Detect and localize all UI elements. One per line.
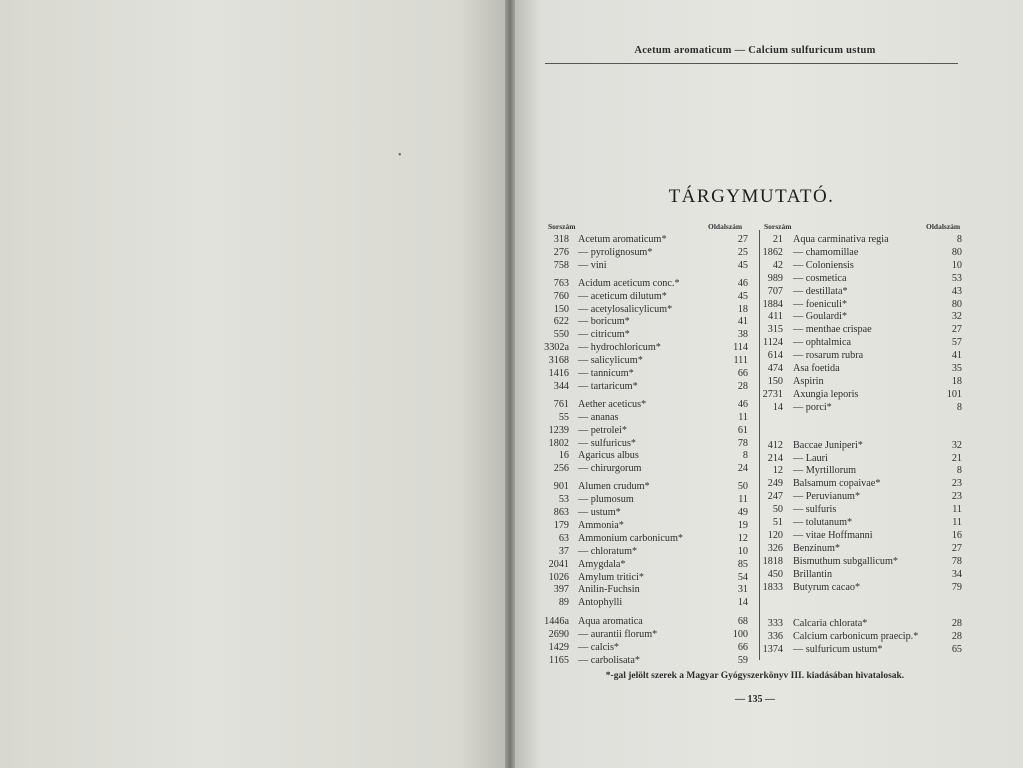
entry-number: 758 <box>553 259 569 271</box>
entry-term: Bismuthum subgallicum* <box>793 555 898 567</box>
entry-page: 66 <box>737 368 748 379</box>
entry-page: 79 <box>951 581 962 593</box>
entry-page: 85 <box>737 558 748 570</box>
entry-term: — tartaricum* <box>578 380 638 392</box>
entry-term: Butyrum cacao* <box>793 581 861 593</box>
entry-number: 63 <box>558 532 569 544</box>
entry-number: 179 <box>553 519 569 531</box>
entry-number: 2041 <box>548 558 569 570</box>
entry-term: — destillata* <box>793 285 848 297</box>
entry-number: 412 <box>767 439 783 451</box>
entry-number: 249 <box>767 478 783 490</box>
entry-number: 1818 <box>762 555 783 567</box>
footnote: *-gal jelölt szerek a Magyar Gyógyszerkönyv III. kiadásában hivatalosak. <box>605 671 905 681</box>
entry-page: 111 <box>733 355 748 367</box>
entry-term: Baccae Juniperi* <box>793 439 863 451</box>
entry-term: Acidum aceticum conc.* <box>578 277 680 289</box>
entry-page: 57 <box>951 337 962 349</box>
entry-page: 10 <box>951 259 962 271</box>
entry-term: Balsamum copaivae* <box>793 478 881 490</box>
entry-page: 28 <box>951 631 962 643</box>
entry-term: — hydrochloricum* <box>578 342 661 354</box>
entry-term: — salicylicum* <box>578 355 643 367</box>
entry-page: 53 <box>951 272 962 284</box>
entry-page: 80 <box>951 246 962 258</box>
entry-page: 46 <box>737 398 748 410</box>
entry-number: 12 <box>772 465 783 477</box>
entry-page: 68 <box>737 616 748 628</box>
entry-number: 411 <box>768 311 783 323</box>
entry-page: 41 <box>951 350 962 362</box>
entry-number: 37 <box>558 545 569 557</box>
left-number-header: Sorszám <box>548 222 576 231</box>
entry-number: 622 <box>553 316 569 328</box>
entry-page: 27 <box>951 324 962 336</box>
entry-number: 344 <box>553 380 569 392</box>
entry-number: 42 <box>772 259 783 271</box>
entry-term: Axungia leporis <box>793 388 859 400</box>
entry-number: 318 <box>553 234 569 245</box>
entry-number: 2731 <box>762 388 783 400</box>
entry-page: 14 <box>737 597 748 609</box>
entry-term: Calcaria chlorata* <box>793 618 868 630</box>
entry-page: 28 <box>737 380 748 392</box>
entry-term: — vini <box>578 259 607 271</box>
entry-term: — sulfuricus* <box>578 437 637 449</box>
entry-page: 100 <box>732 629 748 641</box>
entry-term: Ammonia* <box>578 519 624 531</box>
entry-term: — sulfuris <box>793 504 837 516</box>
entry-page: 114 <box>733 342 748 354</box>
entry-number: 326 <box>767 542 783 554</box>
entry-number: 315 <box>767 324 783 336</box>
entry-term: — chloratum* <box>578 545 638 557</box>
entry-number: 1416 <box>548 368 569 379</box>
entry-term: — menthae crispae <box>793 324 872 336</box>
entry-number: 1862 <box>762 246 783 258</box>
entry-number: 1833 <box>762 581 783 593</box>
entry-page: 18 <box>737 303 748 315</box>
entry-page: 16 <box>951 529 962 541</box>
entry-number: 214 <box>767 452 783 464</box>
entry-page: 12 <box>737 532 748 544</box>
entry-number: 1802 <box>548 437 569 449</box>
entry-number: 1374 <box>762 644 783 656</box>
entry-page: 18 <box>951 375 962 387</box>
entry-number: 1446a <box>544 616 569 628</box>
entry-page: 45 <box>737 290 748 302</box>
entry-number: 901 <box>553 481 569 493</box>
entry-page: 32 <box>951 311 962 323</box>
entry-term: Aqua carminativa regia <box>793 234 889 245</box>
entry-page: 25 <box>737 246 748 258</box>
entry-term: Amylum tritici* <box>578 571 644 583</box>
entry-number: 247 <box>767 491 783 503</box>
entry-term: — Myrtillorum <box>793 465 857 477</box>
entry-number: 397 <box>553 584 569 596</box>
entry-term: — pyrolignosum* <box>578 246 653 258</box>
left-page-header: Oldalszám <box>708 222 743 231</box>
entry-term: Antophylli <box>578 597 623 609</box>
entry-term: Brillantin <box>793 568 833 580</box>
entry-term: — chirurgorum <box>578 463 642 475</box>
entry-number: 2690 <box>548 629 569 641</box>
entry-term: — ustum* <box>578 507 621 518</box>
header-rule <box>545 63 958 64</box>
entry-term: — ophtalmica <box>793 337 851 349</box>
entry-number: 1165 <box>549 654 569 666</box>
entry-page: 11 <box>952 504 962 516</box>
entry-term: — rosarum rubra <box>793 350 864 362</box>
entry-term: — citricum* <box>578 329 630 341</box>
entry-number: 761 <box>553 398 569 410</box>
running-head: Acetum aromaticum — Calcium sulfuricum ustum <box>634 45 876 56</box>
entry-number: 333 <box>767 618 783 630</box>
entry-term: Amygdala* <box>578 558 626 570</box>
entry-term: — aceticum dilutum* <box>578 290 667 302</box>
entry-number: 989 <box>767 272 783 284</box>
entry-page: 10 <box>737 545 748 557</box>
entry-term: — tolutanum* <box>793 517 853 528</box>
entry-term: Asa foetida <box>793 363 840 374</box>
entry-term: — chamomillae <box>793 246 859 258</box>
page-number: — 135 — <box>735 694 775 705</box>
entry-number: 21 <box>772 234 783 245</box>
entry-page: 28 <box>951 618 962 630</box>
entry-term: — calcis* <box>578 642 620 653</box>
paper-speck: • <box>398 150 402 161</box>
entry-page: 8 <box>956 401 962 413</box>
entry-term: — carbolisata* <box>578 654 640 666</box>
entry-term: — porci* <box>793 401 832 413</box>
entry-term: — plumosum <box>578 494 634 506</box>
entry-number: 50 <box>772 504 783 516</box>
entry-number: 256 <box>553 463 569 475</box>
index-title: TÁRGYMUTATÓ. <box>668 186 835 207</box>
entry-page: 23 <box>951 478 962 490</box>
entry-term: Calcium carbonicum praecip.* <box>793 631 919 643</box>
entry-page: 23 <box>951 491 962 503</box>
left-page-blank <box>0 0 510 768</box>
entry-term: Ammonium carbonicum* <box>578 532 683 544</box>
entry-page: 65 <box>951 644 962 656</box>
entry-number: 55 <box>558 411 569 423</box>
entry-number: 863 <box>553 507 569 518</box>
entry-term: — cosmetica <box>793 272 847 284</box>
entry-number: 614 <box>767 350 783 362</box>
entry-term: Benzinum* <box>793 542 840 554</box>
entry-term: — Peruvianum* <box>793 491 861 503</box>
entry-page: 19 <box>737 519 748 531</box>
entry-page: 46 <box>737 277 748 289</box>
entry-term: Acetum aromaticum* <box>578 234 667 245</box>
entry-number: 51 <box>772 517 783 528</box>
entry-term: Agaricus albus <box>578 450 639 462</box>
entry-page: 78 <box>737 437 748 449</box>
entry-term: — Lauri <box>793 452 828 464</box>
entry-page: 38 <box>737 329 748 341</box>
entry-number: 3168 <box>548 355 569 367</box>
entry-number: 120 <box>767 529 783 541</box>
entry-term: Anilin-Fuchsin <box>578 584 640 596</box>
entry-page: 31 <box>737 584 748 596</box>
entry-page: 41 <box>737 316 748 328</box>
entry-number: 1884 <box>762 298 783 310</box>
entry-term: — sulfuricum ustum* <box>793 644 883 656</box>
entry-number: 1124 <box>763 337 783 349</box>
entry-number: 3302a <box>544 342 569 354</box>
entry-term: Aqua aromatica <box>578 616 643 628</box>
entry-term: — Coloniensis <box>793 259 854 271</box>
entry-page: 27 <box>737 234 748 245</box>
right-number-header: Sorszám <box>764 222 792 231</box>
entry-number: 53 <box>558 494 569 506</box>
entry-term: — Goulardi* <box>793 311 848 323</box>
entry-number: 1239 <box>548 424 569 436</box>
entry-page: 8 <box>742 450 748 462</box>
entry-page: 27 <box>951 542 962 554</box>
entry-term: Aspirin <box>793 375 824 387</box>
entry-number: 1429 <box>548 642 569 653</box>
entry-page: 101 <box>946 388 962 400</box>
entry-number: 1026 <box>548 571 569 583</box>
entry-page: 11 <box>738 494 748 506</box>
right-page-header: Oldalszám <box>926 222 961 231</box>
entry-term: — acetylosalicylicum* <box>578 303 673 315</box>
entry-number: 150 <box>553 303 569 315</box>
entry-number: 474 <box>767 363 783 374</box>
entry-term: — tannicum* <box>578 368 634 379</box>
entry-page: 45 <box>737 259 748 271</box>
entry-page: 61 <box>737 424 748 436</box>
entry-page: 43 <box>951 285 962 297</box>
entry-number: 707 <box>767 285 783 297</box>
entry-term: — petrolei* <box>578 424 627 436</box>
entry-number: 760 <box>553 290 569 302</box>
entry-term: — foeniculi* <box>793 298 848 310</box>
entry-term: Aether aceticus* <box>578 398 647 410</box>
entry-page: 8 <box>956 465 962 477</box>
entry-page: 54 <box>737 571 748 583</box>
entry-page: 50 <box>737 481 748 493</box>
entry-page: 80 <box>951 298 962 310</box>
entry-term: — vitae Hoffmanni <box>793 529 873 541</box>
entry-page: 11 <box>952 517 962 528</box>
entry-page: 34 <box>951 568 962 580</box>
entry-term: — boricum* <box>578 316 630 328</box>
entry-page: 11 <box>738 411 748 423</box>
entry-term: — ananas <box>578 411 619 423</box>
entry-number: 89 <box>558 597 569 609</box>
entry-number: 550 <box>553 329 569 341</box>
entry-term: — aurantii florum* <box>578 629 658 641</box>
entry-page: 32 <box>951 439 962 451</box>
entry-page: 21 <box>951 452 962 464</box>
entry-page: 24 <box>737 463 748 475</box>
entry-number: 450 <box>767 568 783 580</box>
entry-page: 59 <box>737 654 748 666</box>
entry-page: 49 <box>737 507 748 518</box>
entry-number: 276 <box>553 246 569 258</box>
book-gutter <box>505 0 515 768</box>
entry-number: 336 <box>767 631 783 643</box>
entry-page: 8 <box>956 234 962 245</box>
entry-page: 66 <box>737 642 748 653</box>
entry-number: 14 <box>772 401 783 413</box>
entry-term: Alumen crudum* <box>578 481 650 493</box>
entry-page: 35 <box>951 363 962 374</box>
entry-number: 763 <box>553 277 569 289</box>
entry-number: 16 <box>558 450 569 462</box>
entry-page: 78 <box>951 555 962 567</box>
entry-number: 150 <box>767 375 783 387</box>
